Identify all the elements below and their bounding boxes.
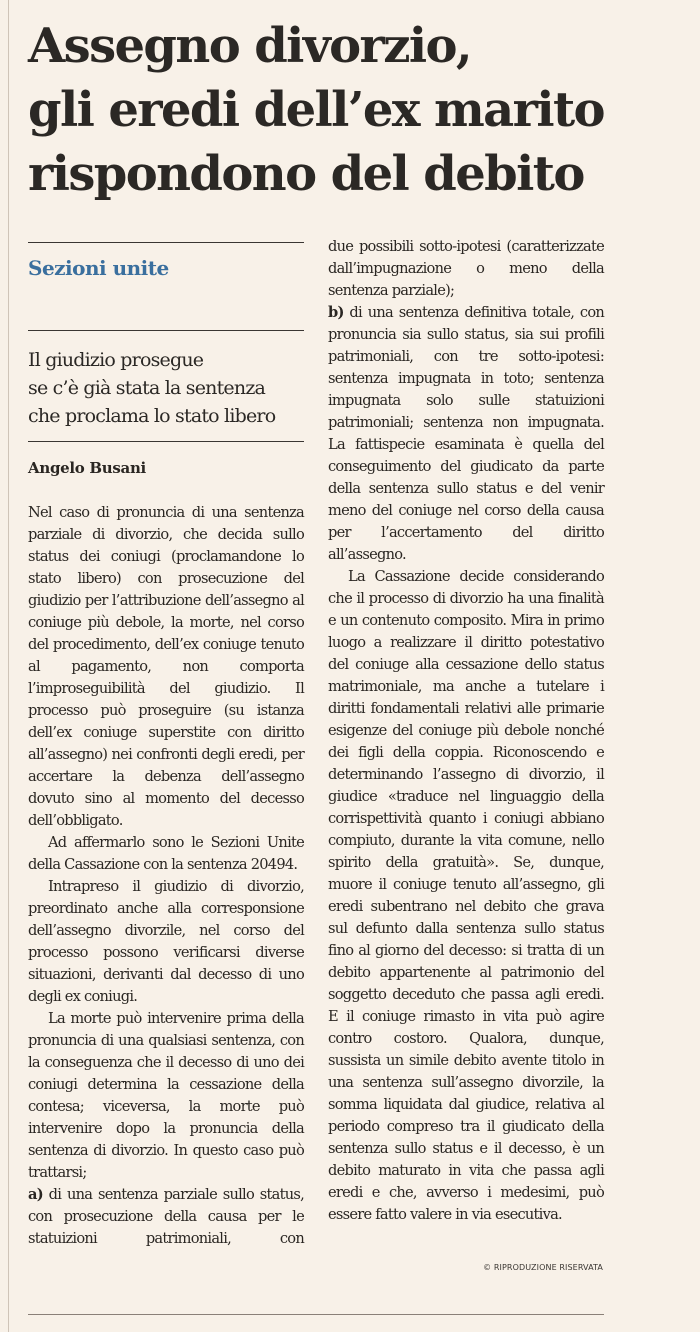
list-text-a: di una sentenza parziale sullo status, con prosecuzione della causa per le statuizioni patrimoniali, con <box>28 1186 304 1247</box>
headline <box>28 14 678 206</box>
list-text-b: di una sentenza definitiva totale, con pronuncia sia sullo status, sia sui profili patrimoniali, con tre sotto-ipotesi: sentenza impugnata in toto; sentenza impugnata solo sulle statuizioni patrimoniali; sentenza non impugnata. La fattispecie esaminata è quella del conseguimento del giudicato da parte della sentenza sullo status e del venir meno del coniuge nel corso della causa per l’accertamento del diritto all’assegno. <box>328 304 604 563</box>
body-paragraph: Nel caso di pronuncia di una sentenza parziale di divorzio, che decida sullo status dei coniugi (proclamandone lo stato libero) con prosecuzione del giudizio per l’attribuzione dell’assegno al coniuge più debole, la morte, nel corso del procedimento, dell’ex coniuge tenuto al pagamento, non comporta l’improseguibilità del giudizio. Il processo può proseguire (su istanza dell’ex coniuge superstite con diritto all’assegno) nei confronti degli eredi, per accertare la debenza dell’assegno dovuto sino al momento del decesso dell’obbligato. <box>28 504 304 829</box>
article-column-2 <box>328 236 604 1226</box>
headline-line-1: Assegno divorzio, <box>28 18 472 74</box>
body-paragraph: La Cassazione decide considerando che il processo di divorzio ha una finalità e un contenuto composito. Mira in primo luogo a realizzare il diritto potestativo del coniuge alla cessazione dello status matrimoniale, ma anche a tutelare i diritti fondamentali relativi alle primarie esigenze del coniuge più debole nonché dei figli della coppia. Riconoscendo e determinando l’assegno di divorzio, il giudice «traduce nel linguaggio della corrispettività quanto i coniugi abbiano compiuto, durante la vita comune, nello spirito della gratuità». Se, dunque, muore il coniuge tenuto all’assegno, gli eredi subentrano nel debito che grava sul defunto dalla sentenza sullo status fino al giorno del decesso: si tratta di un debito appartenente al patrimonio del soggetto deceduto che passa agli eredi. E il coniuge rimasto in vita può agire contro costoro. Qualora, dunque, sussista un simile debito avente titolo in una sentenza sull’assegno divorzile, la somma liquidata dal giudice, relativa al periodo compreso tra il giudicato della sentenza sullo status e il decesso, è un debito maturato in vita che passa agli eredi e che, avverso i medesimi, può essere fatto valere in via esecutiva. <box>328 568 604 1223</box>
body-paragraph: due possibili sotto-ipotesi (caratterizzate dall’impugnazione o meno della sentenza parziale); <box>328 238 604 299</box>
body-paragraph: Ad affermarlo sono le Sezioni Unite della Cassazione con la sentenza 20494. <box>28 834 304 873</box>
headline-line-2: gli eredi dell’ex marito <box>28 82 604 138</box>
subhead-line-1: Il giudizio prosegue <box>28 349 204 371</box>
subhead-bottom-rule <box>28 441 304 442</box>
headline-line-3: rispondono del debito <box>28 146 584 202</box>
subheadline <box>28 346 318 430</box>
body-paragraph: La morte può intervenire prima della pronuncia di una qualsiasi sentenza, con la conseguenza che il decesso di uno dei coniugi determina la cessazione della contesa; viceversa, la morte può intervenire dopo la pronuncia della sentenza di divorzio. In questo caso può trattarsi; <box>28 1010 304 1181</box>
body-paragraph-list-a <box>28 1184 304 1250</box>
section-kicker: Sezioni unite <box>28 256 169 280</box>
author-byline: Angelo Busani <box>28 459 146 477</box>
bottom-rule <box>28 1314 604 1315</box>
subhead-line-3: che proclama lo stato libero <box>28 405 276 427</box>
body-paragraph-list-b <box>328 302 604 566</box>
subhead-top-rule <box>28 330 304 331</box>
copyright-notice: © RIPRODUZIONE RISERVATA <box>483 1263 603 1272</box>
page-margin-rule <box>8 0 9 1332</box>
list-marker-b: b) <box>328 304 344 321</box>
kicker-top-rule <box>28 242 304 243</box>
article-column-1 <box>28 502 304 1250</box>
body-paragraph: Intrapreso il giudizio di divorzio, preordinato anche alla corresponsione dell’assegno divorzile, nel corso del processo possono verificarsi diverse situazioni, derivanti dal decesso di uno degli ex coniugi. <box>28 878 304 1005</box>
subhead-line-2: se c’è già stata la sentenza <box>28 377 266 399</box>
list-marker-a: a) <box>28 1186 43 1203</box>
